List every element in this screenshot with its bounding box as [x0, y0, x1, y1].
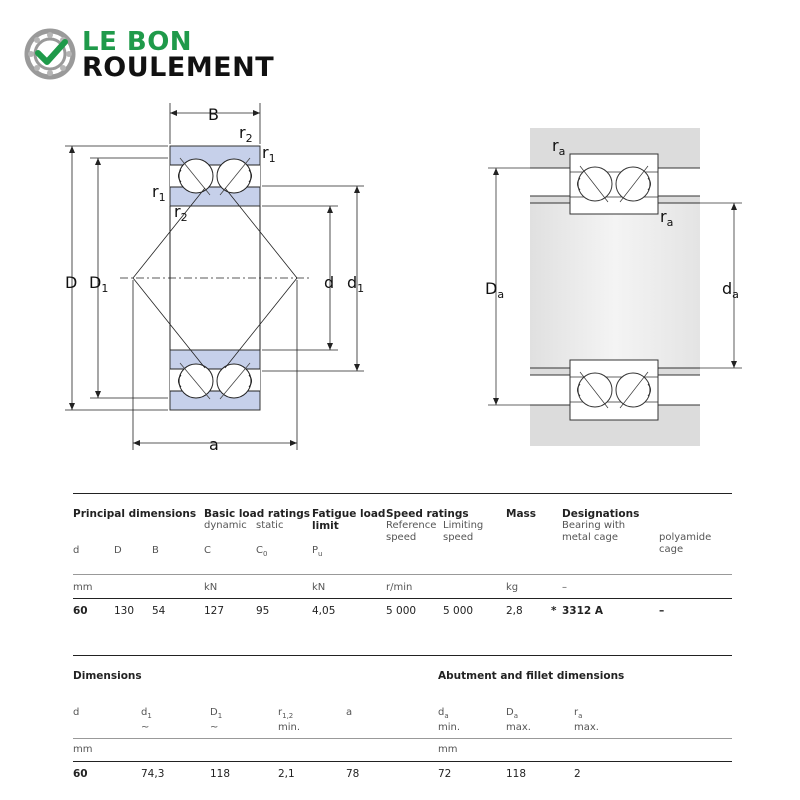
abutment-section: [488, 128, 742, 446]
hdr-dynamic: dynamic: [204, 520, 247, 531]
hdr-cage: cage: [659, 544, 684, 555]
label-D: D: [65, 273, 78, 292]
hdr-bearing-with: Bearing with: [562, 520, 626, 531]
t1-star: *: [551, 605, 557, 617]
t2-da: 72: [438, 768, 452, 780]
logo-line-2: ROULEMENT: [82, 52, 275, 83]
label-ra-top: $r_a$: [552, 136, 566, 158]
sym-B: B: [152, 545, 159, 556]
hdr-fatigue: Fatigue load: [312, 508, 386, 520]
t1-D: 130: [114, 605, 135, 617]
unit-rmin: r/min: [386, 582, 413, 593]
hdr-principal: Principal dimensions: [73, 508, 197, 520]
hdr-polyamide: polyamide: [659, 532, 712, 543]
label-D1: $D_1$: [89, 273, 109, 295]
hdr-reference: Reference: [386, 520, 437, 531]
t1-lim-speed: 5 000: [443, 605, 474, 617]
table2-data-rule: [73, 761, 732, 762]
t2-unit-mm-2: mm: [438, 744, 458, 755]
t2-ra: 2: [574, 768, 581, 780]
unit-kn-2: kN: [312, 582, 326, 593]
table1-top-rule: [73, 493, 732, 494]
unit-kg: kg: [506, 582, 519, 593]
label-d: d: [324, 273, 335, 292]
hdr-mass: Mass: [506, 508, 537, 520]
logo-line-1: LE BON: [82, 27, 193, 57]
hdr-dimensions: Dimensions: [73, 670, 142, 682]
t2-d1: 74,3: [141, 768, 165, 780]
t2-sym-Da: $D_a$ max.: [506, 707, 531, 733]
t2-D1: 118: [210, 768, 231, 780]
t1-Pu: 4,05: [312, 605, 336, 617]
t1-mass: 2,8: [506, 605, 523, 617]
label-da: $d_a$: [722, 279, 739, 301]
hdr-static: static: [256, 520, 284, 531]
t2-a: 78: [346, 768, 360, 780]
t1-C: 127: [204, 605, 225, 617]
table1-mid-rule: [73, 574, 732, 575]
hdr-designations: Designations: [562, 508, 640, 520]
t2-sym-r12: $r_{1,2}$ min.: [278, 707, 301, 733]
hdr-basic-load: Basic load ratings: [204, 508, 311, 520]
hdr-fatigue-2: limit: [312, 520, 339, 532]
unit-mm: mm: [73, 582, 93, 593]
t1-d: 60: [73, 605, 88, 617]
t2-sym-d: d: [73, 707, 80, 718]
label-r2-left: $r_2$: [174, 202, 188, 224]
label-d1: $d_1$: [347, 273, 365, 295]
t2-r12: 2,1: [278, 768, 295, 780]
label-r1-top: $r_1$: [262, 143, 276, 165]
t1-polyamide: –: [659, 605, 665, 617]
t2-sym-da: $d_a$ min.: [438, 707, 461, 733]
sym-D: D: [114, 545, 122, 556]
t1-C0: 95: [256, 605, 270, 617]
t2-unit-mm-1: mm: [73, 744, 93, 755]
unit-dash: –: [562, 582, 567, 593]
t2-sym-a: a: [346, 707, 353, 718]
sym-C: C: [204, 545, 211, 556]
t1-ref-speed: 5 000: [386, 605, 417, 617]
label-r2-top: $r_2$: [239, 123, 253, 145]
hdr-reference-2: speed: [386, 532, 417, 543]
t2-sym-ra: $r_a$ max.: [574, 707, 599, 733]
hdr-metal-cage: metal cage: [562, 532, 619, 543]
label-a: a: [209, 435, 219, 454]
hdr-abutment: Abutment and fillet dimensions: [438, 670, 625, 682]
unit-kn-1: kN: [204, 582, 218, 593]
t2-Da: 118: [506, 768, 527, 780]
hdr-limiting: Limiting: [443, 520, 484, 531]
hdr-speed: Speed ratings: [386, 508, 469, 520]
t2-sym-D1: $D_1$ ~: [210, 707, 223, 733]
table2-top-rule: [73, 655, 732, 656]
sym-Pu: $P_u$: [312, 545, 323, 558]
bearing-section: [65, 103, 364, 450]
t2-d: 60: [73, 768, 88, 780]
t2-sym-d1: $d_1$ ~: [141, 707, 152, 733]
label-Da: $D_a$: [485, 279, 505, 301]
sym-d: d: [73, 545, 80, 556]
table1-data-rule: [73, 598, 732, 599]
t1-B: 54: [152, 605, 166, 617]
t1-designation[interactable]: 3312 A: [562, 605, 604, 617]
hdr-limiting-2: speed: [443, 532, 474, 543]
label-r1-left: $r_1$: [152, 182, 166, 204]
table2-mid-rule: [73, 738, 732, 739]
label-B: B: [208, 105, 219, 124]
label-ra-mid: $r_a$: [660, 207, 674, 229]
sym-C0: $C_0$: [256, 545, 268, 558]
